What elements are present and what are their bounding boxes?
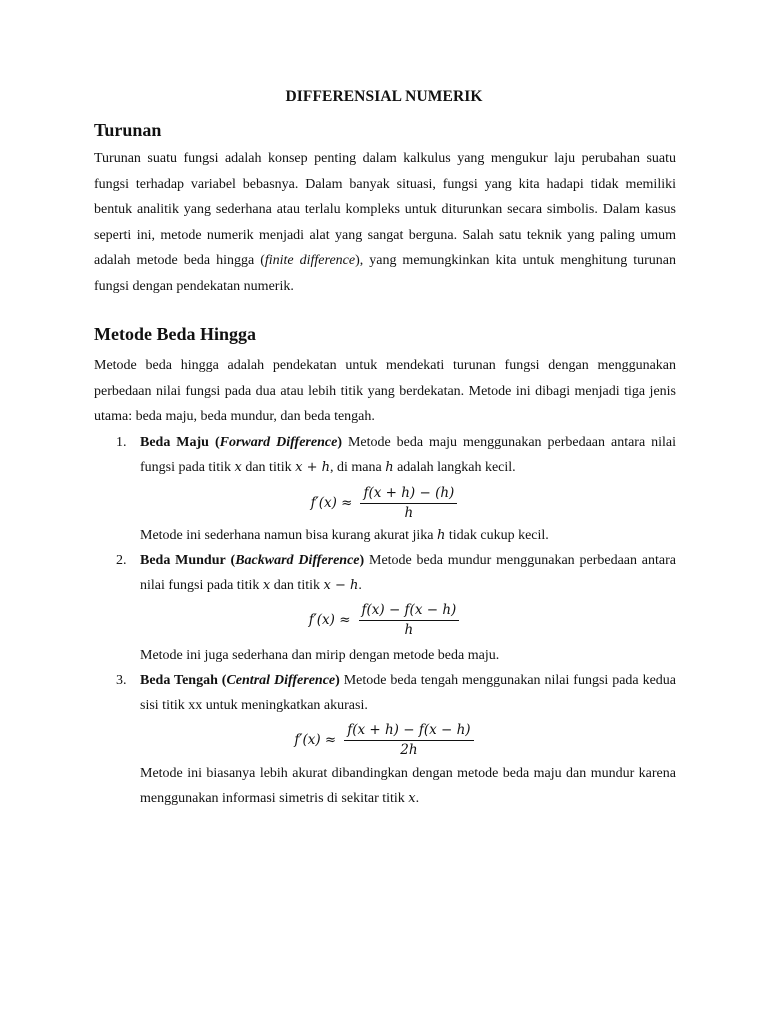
formula-forward-difference	[0, 485, 768, 521]
note-forward-difference	[140, 523, 676, 548]
formula-numerator: f(x + h) − (h)	[360, 485, 457, 504]
method-english-name: Backward Difference	[235, 553, 360, 568]
list-item-beda-mundur	[94, 548, 676, 598]
section-heading-turunan: Turunan	[94, 120, 162, 140]
formula-central-difference	[0, 722, 768, 758]
formula-denominator: h	[404, 622, 414, 638]
list-item-body: Beda Tengah (Central Difference) Metode beda tengah menggunakan nilai fungsi pada kedua sisi titik xx untuk meningkatkan akurasi.	[140, 673, 676, 713]
method-english-name: Forward Difference	[219, 435, 338, 450]
list-item-beda-maju	[94, 430, 676, 480]
note-text: tidak cukup kecil.	[445, 528, 549, 543]
formula-numerator: f(x) − f(x − h)	[359, 602, 460, 621]
math-var: x	[234, 460, 242, 475]
list-item-number: 3.	[116, 673, 127, 688]
list-item-beda-tengah	[94, 668, 676, 718]
turunan-text-part1: Turunan suatu fungsi adalah konsep penting dalam kalkulus yang mengukur laju perubahan suatu fungsi terhadap variabel bebasnya. Dalam banyak situasi, fungsi yang kita hadapi tidak memiliki bentuk analitik yang sederhana atau terlalu kompleks untuk diturunkan secara simbolis. Dalam kasus seperti ini, metode numerik menjadi alat yang sangat berguna. Salah satu teknik yang paling umum adalah metode beda hingga (	[94, 151, 676, 268]
formula-denominator: h	[404, 505, 414, 521]
math-var: x	[408, 791, 416, 806]
formula-numerator: f(x + h) − f(x − h)	[344, 722, 473, 741]
method-description: , di mana	[330, 460, 386, 475]
formula-fraction	[344, 722, 473, 758]
method-english-name: Central Difference	[226, 673, 336, 688]
method-name: Beda Maju	[140, 435, 209, 450]
note-backward-difference: Metode ini juga sederhana dan mirip dengan metode beda maju.	[140, 648, 500, 663]
list-item-body: Beda Maju (Forward Difference) Metode beda maju menggunakan perbedaan antara nilai fungsi pada titik x dan titik x + h, di mana h adalah langkah kecil.	[140, 435, 677, 475]
list-item-number: 2.	[116, 553, 127, 568]
method-description: dan titik	[270, 578, 324, 593]
turunan-text-part2: ), yang memungkinkan kita untuk menghitung turunan fungsi dengan pendekatan numerik.	[94, 253, 676, 294]
math-var: x − h	[323, 578, 359, 593]
math-var: h	[437, 528, 446, 543]
formula-backward-difference	[0, 602, 768, 638]
formula-denominator: 2h	[400, 742, 418, 758]
method-description: .	[358, 578, 362, 593]
document-title: DIFFERENSIAL NUMERIK	[285, 88, 483, 105]
list-item-number: 1.	[116, 435, 127, 450]
method-description: Metode beda mundur menggunakan perbedaan antara nilai fungsi pada titik	[140, 553, 676, 593]
note-text: Metode ini biasanya lebih akurat dibandingkan dengan metode beda maju dan mundur karena menggunakan informasi simetris di sekitar titik	[140, 766, 676, 806]
section-heading-metode-beda-hingga: Metode Beda Hingga	[94, 324, 256, 344]
list-item-body: Beda Mundur (Backward Difference) Metode beda mundur menggunakan perbedaan antara nilai fungsi pada titik x dan titik x − h.	[140, 553, 676, 593]
formula-lhs: f′(x) ≈	[294, 732, 337, 748]
turunan-text-italic: finite difference	[264, 253, 356, 268]
math-var: h	[385, 460, 394, 475]
method-description: dan titik	[241, 460, 296, 475]
method-name: Beda Tengah	[140, 673, 218, 688]
note-text: .	[415, 791, 420, 806]
formula-lhs: f′(x) ≈	[308, 612, 351, 628]
note-text: Metode ini sederhana namun bisa kurang akurat jika	[140, 528, 438, 543]
method-description: Metode beda maju menggunakan perbedaan antara nilai fungsi pada titik	[140, 435, 677, 475]
method-description: Metode beda tengah menggunakan nilai fungsi pada kedua sisi titik xx untuk meningkatkan akurasi.	[140, 673, 676, 713]
formula-fraction	[360, 485, 457, 521]
method-name: Beda Mundur	[140, 553, 226, 568]
note-central-difference	[140, 761, 676, 811]
formula-lhs: f′(x) ≈	[310, 495, 353, 511]
math-var: x + h	[295, 460, 330, 475]
math-var: x	[262, 578, 271, 593]
turunan-paragraph	[94, 146, 676, 299]
metode-intro-paragraph: Metode beda hingga adalah pendekatan untuk mendekati turunan fungsi dengan menggunakan perbedaan nilai fungsi pada dua atau lebih titik yang berdekatan. Metode ini dibagi menjadi tiga jenis utama: beda maju, beda mundur, dan beda tengah.	[94, 358, 676, 424]
formula-fraction	[359, 602, 460, 638]
method-description: adalah langkah kecil.	[393, 460, 516, 475]
